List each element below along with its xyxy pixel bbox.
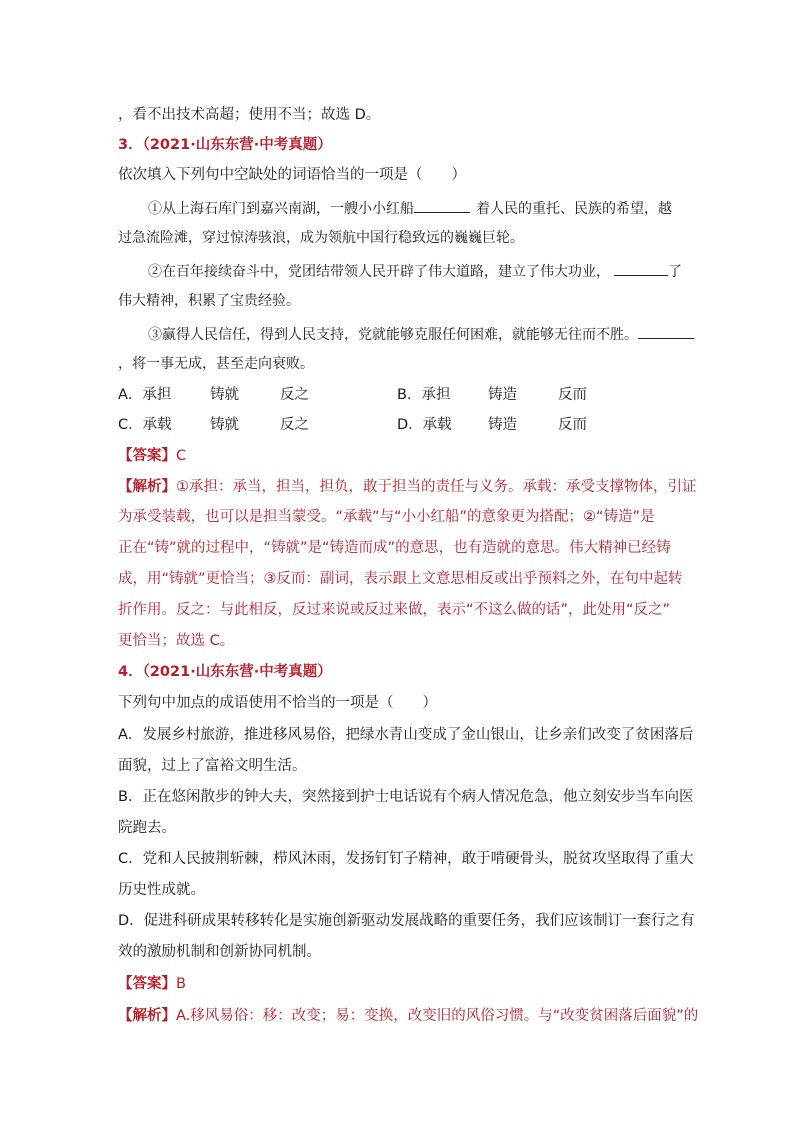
- sentence-3-line-1: ③赢得人民信任，得到人民支持，党就能够克服任何困难，就能够无往而不胜。: [148, 324, 694, 344]
- sentence-2-line-2: 伟大精神，积累了宝贵经验。: [118, 293, 300, 309]
- option-d-word-3: 反而: [558, 417, 587, 433]
- analysis-3-line-3: 正在“铸”就的过程中，“铸就”是“铸造而成”的意思，也有造就的意思。伟大精神已经铸: [118, 540, 671, 556]
- sentence-2-line-1: ②在百年接续奋斗中，党团结带领人民开辟了伟大道路，建立了伟大功业， 了: [148, 261, 682, 281]
- option-b-word-3: 反而: [558, 387, 587, 403]
- analysis-3-line-5: 折作用。反之：与此相反，反过来说或反过来做，表示“不这么做的话”，此处用“反之”: [118, 602, 671, 618]
- analysis-3-line-1: 【解析】①承担：承当，担当，担负，敢于担当的责任与义务。承载：承受支撑物体，引证: [118, 479, 697, 495]
- option-b-line-1: B．正在悠闲散步的钟大夫，突然接到护士电话说有个病人情况危急，他立刻安步当车向医: [118, 789, 694, 805]
- option-c-label: C．承载: [118, 417, 172, 433]
- answer-value: C: [176, 448, 187, 464]
- question-4-prompt: 下列句中加点的成语使用不恰当的一项是（ ）: [118, 695, 437, 711]
- sentence-3-line-2: ，将一事无成，甚至走向衰败。: [118, 356, 314, 372]
- option-d-line-2: 效的激励机制和创新协同机制。: [118, 944, 321, 960]
- analysis-4-line-1: 【解析】A.移风易俗：移：改变；易：变换，改变旧的风俗习惯。与“改变贫困落后面貌”的: [118, 1008, 699, 1024]
- option-a-word-2: 铸就: [210, 387, 239, 403]
- analysis-3-line-6: 更恰当；故选 C。: [118, 633, 235, 649]
- option-a-word-3: 反之: [280, 387, 309, 403]
- option-c-word-3: 反之: [280, 417, 309, 433]
- option-c-word-2: 铸就: [210, 417, 239, 433]
- option-a-label: A．承担: [118, 387, 172, 403]
- option-b-line-2: 院跑去。: [118, 820, 176, 836]
- option-c-line-2: 历史性成就。: [118, 882, 205, 898]
- question-3-header: 3．（2021·山东东营·中考真题）: [118, 137, 332, 153]
- answer-tag: 【答案】: [118, 448, 176, 464]
- blank-3: [638, 324, 694, 339]
- question-4-header: 4．（2021·山东东营·中考真题）: [118, 664, 332, 680]
- analysis-tag: 【解析】: [118, 479, 176, 495]
- option-b-label: B．承担: [397, 387, 451, 403]
- continuation-line: ，看不出技术高超；使用不当；故选 D。: [118, 107, 381, 123]
- answer-4: [118, 975, 186, 993]
- option-d-line-1: D．促进科研成果转移转化是实施创新驱动发展战略的重要任务，我们应该制订一套行之有: [118, 913, 695, 929]
- analysis-3-line-2: 为承受装载，也可以是担当蒙受。“承载”与“小小红船”的意象更为搭配；②“铸造”是: [118, 509, 655, 525]
- answer-3: [118, 447, 186, 465]
- option-d-word-2: 铸造: [488, 417, 517, 433]
- blank-1: [414, 198, 470, 213]
- analysis-3-line-4: 成，用“铸就”更恰当；③反而：副词，表示跟上文意思相反或出乎预料之外，在句中起转: [118, 571, 683, 587]
- analysis-tag: 【解析】: [118, 1008, 176, 1024]
- option-a-line-2: 面貌，过上了富裕文明生活。: [118, 758, 307, 774]
- answer-value: B: [176, 976, 186, 992]
- option-a-line-1: A．发展乡村旅游，推进移风易俗，把绿水青山变成了金山银山，让乡亲们改变了贫困落后: [118, 727, 694, 743]
- question-3-prompt: 依次填入下列句中空缺处的词语恰当的一项是（ ）: [118, 167, 466, 183]
- answer-tag: 【答案】: [118, 976, 176, 992]
- sentence-1-line-2: 过急流险滩，穿过惊涛骇浪，成为领航中国行稳致远的巍巍巨轮。: [118, 230, 524, 246]
- blank-2: [614, 261, 668, 276]
- option-d-label: D．承载: [397, 417, 452, 433]
- sentence-1-line-1: ①从上海石库门到嘉兴南湖，一艘小小红船 着人民的重托、民族的希望，越: [148, 198, 672, 218]
- option-c-line-1: C．党和人民披荆斩棘，栉风沐雨，发扬钉钉子精神，敢于啃硬骨头，脱贫攻坚取得了重大: [118, 851, 694, 867]
- option-b-word-2: 铸造: [488, 387, 517, 403]
